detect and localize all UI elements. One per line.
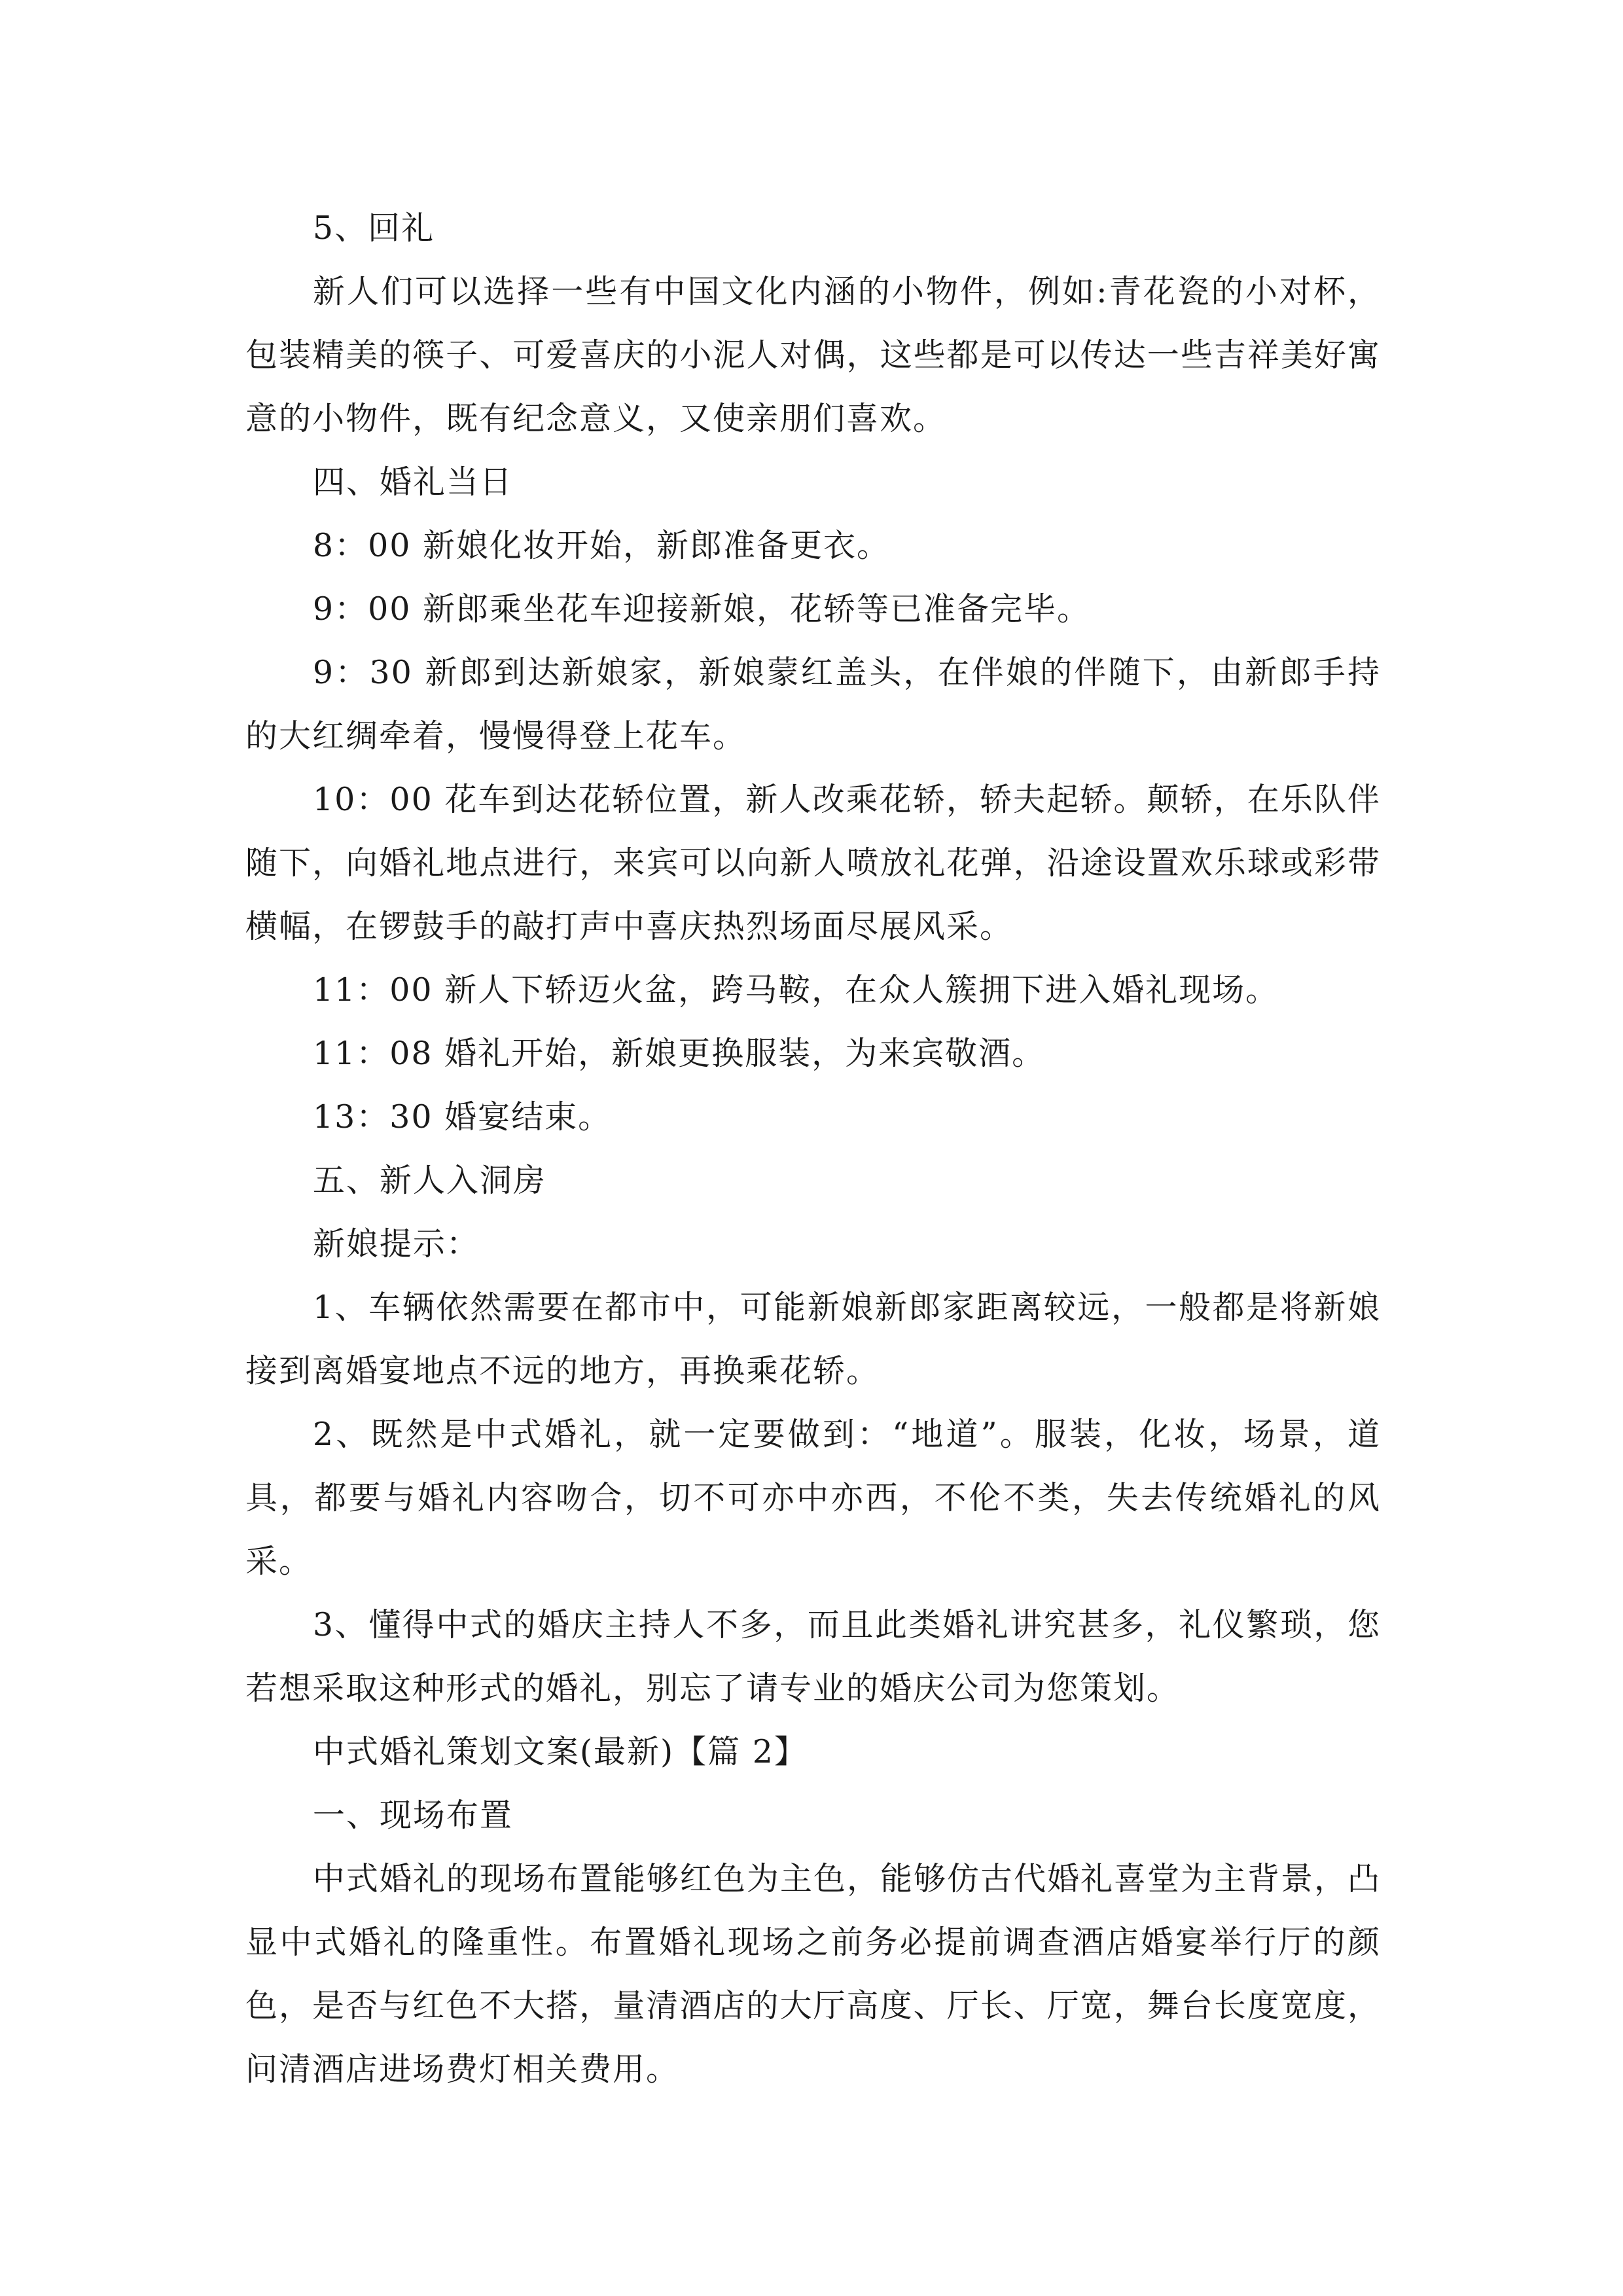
schedule-item-0800: 8：00 新娘化妆开始，新郎准备更衣。 xyxy=(312,527,890,564)
bride-tips-heading: 新娘提示： xyxy=(312,1225,480,1263)
section-heading-return-gifts: 5、回礼 xyxy=(312,209,435,247)
schedule-item-0900: 9：00 新郎乘坐花车迎接新娘，花轿等已准备完毕。 xyxy=(312,590,1090,628)
schedule-item-0930: 9：30 新郎到达新娘家，新娘蒙红盖头，在伴娘的伴随下，由新郎手持的大红绸牵着，慢慢得登上花车。 xyxy=(245,654,1381,755)
schedule-item-1100: 11：00 新人下轿迈火盆，跨马鞍，在众人簇拥下进入婚礼现场。 xyxy=(312,971,1279,1009)
tip-item-3: 3、懂得中式的婚庆主持人不多，而且此类婚礼讲究甚多，礼仪繁琐，您若想采取这种形式的婚礼，别忘了请专业的婚庆公司为您策划。 xyxy=(245,1606,1381,1707)
article-title-part-2: 中式婚礼策划文案(最新)【篇 2】 xyxy=(312,1733,808,1770)
paragraph-return-gifts: 新人们可以选择一些有中国文化内涵的小物件，例如:青花瓷的小对杯，包装精美的筷子、可爱喜庆的小泥人对偶，这些都是可以传达一些吉祥美好寓意的小物件，既有纪念意义，又使亲朋们喜欢。 xyxy=(245,273,1381,437)
tip-item-2: 2、既然是中式婚礼，就一定要做到：“地道”。服装，化妆，场景，道具，都要与婚礼内容吻合，切不可亦中亦西，不伦不类，失去传统婚礼的风采。 xyxy=(245,1416,1381,1580)
schedule-item-1330: 13：30 婚宴结束。 xyxy=(312,1098,612,1136)
tip-item-1: 1、车辆依然需要在都市中，可能新娘新郎家距离较远，一般都是将新娘接到离婚宴地点不远的地方，再换乘花轿。 xyxy=(245,1289,1381,1390)
paragraph-venue-setup: 中式婚礼的现场布置能够红色为主色，能够仿古代婚礼喜堂为主背景，凸显中式婚礼的隆重性。布置婚礼现场之前务必提前调查酒店婚宴举行厅的颜色，是否与红色不大搭，量清酒店的大厅高度、厅长、厅宽，舞台长度宽度，问清酒店进场费灯相关费用。 xyxy=(245,1860,1381,2088)
document-body xyxy=(245,196,1381,2101)
section-heading-wedding-day: 四、婚礼当日 xyxy=(312,463,513,501)
schedule-item-1108: 11：08 婚礼开始，新娘更换服装，为来宾敬酒。 xyxy=(312,1035,1046,1072)
section-heading-venue-setup: 一、现场布置 xyxy=(312,1797,513,1834)
section-heading-bridal-chamber: 五、新人入洞房 xyxy=(312,1162,546,1199)
schedule-item-1000: 10：00 花车到达花轿位置，新人改乘花轿，轿夫起轿。颠轿，在乐队伴随下，向婚礼地点进行，来宾可以向新人喷放礼花弹，沿途设置欢乐球或彩带横幅，在锣鼓手的敲打声中喜庆热烈场面尽展风采。 xyxy=(245,781,1381,945)
